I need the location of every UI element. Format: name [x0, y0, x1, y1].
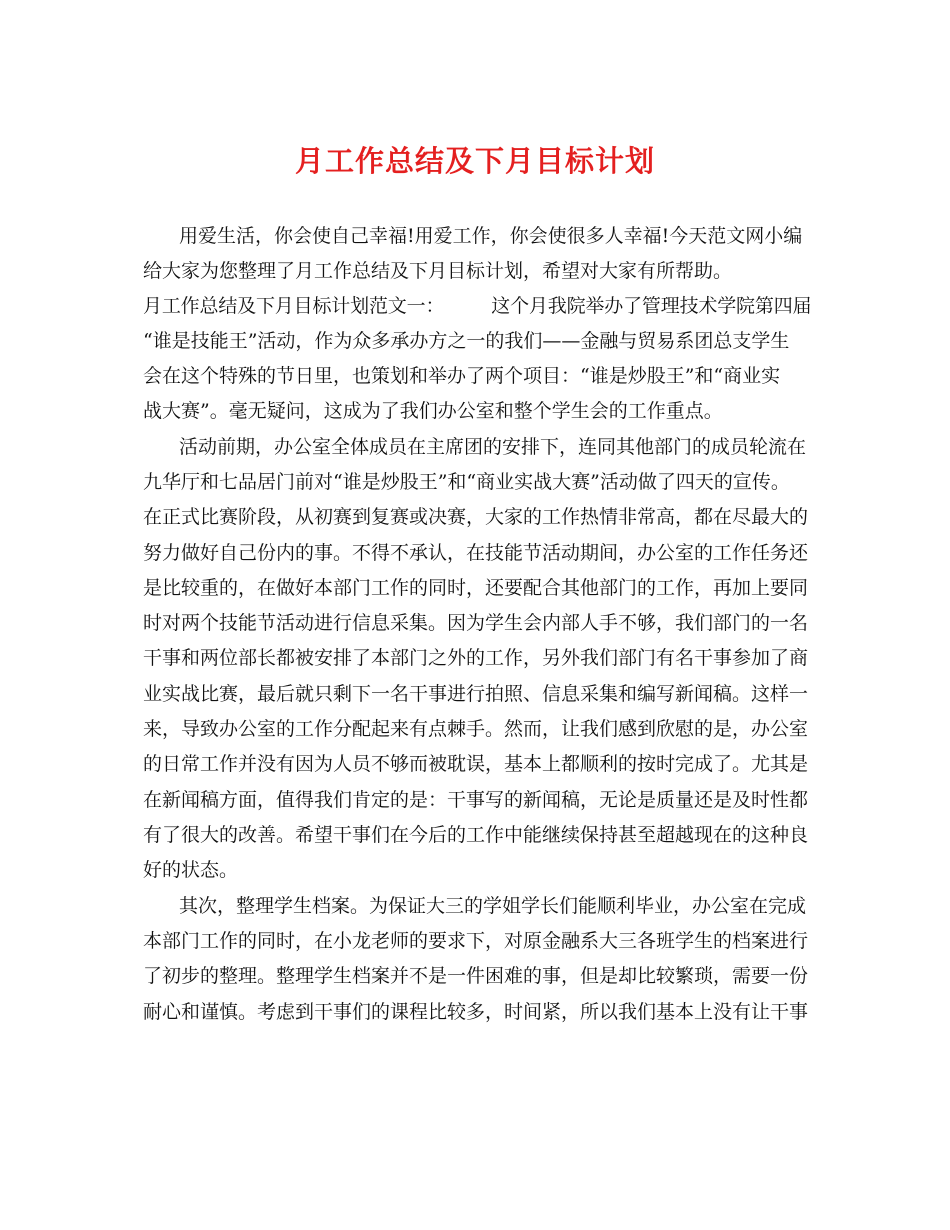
body-line: 会在这个特殊的节日里，也策划和举办了两个项目：“谁是炒股王”和“商业实	[143, 365, 781, 387]
body-line: 的日常工作并没有因为人员不够而被耽误，基本上都顺利的按时完成了。尤其是	[143, 753, 809, 775]
body-line: 业实战比赛，最后就只剩下一名干事进行拍照、信息采集和编写新闻稿。这样一	[143, 683, 809, 705]
body-line: 来，导致办公室的工作分配起来有点棘手。然而，让我们感到欣慰的是，办公室	[143, 718, 809, 740]
body-line: 其次，整理学生档案。为保证大三的学姐学长们能顺利毕业，办公室在完成	[179, 895, 807, 917]
document-title: 月工作总结及下月目标计划	[294, 144, 655, 178]
body-line: 月工作总结及下月目标计划范文一： 这个月我院举办了管理技术学院第四届	[143, 295, 812, 317]
body-line: 本部门工作的同时，在小龙老师的要求下，对原金融系大三各班学生的档案进行	[143, 930, 809, 952]
body-line: 给大家为您整理了月工作总结及下月目标计划，希望对大家有所帮助。	[143, 260, 733, 282]
body-line: 战大赛”。毫无疑问，这成为了我们办公室和整个学生会的工作重点。	[143, 400, 723, 422]
body-line: 干事和两位部长都被安排了本部门之外的工作，另外我们部门有名干事参加了商	[143, 647, 809, 669]
body-line: “谁是技能王”活动，作为众多承办方之一的我们——金融与贸易系团总支学生	[143, 330, 790, 352]
body-line: 在新闻稿方面，值得我们肯定的是：干事写的新闻稿，无论是质量还是及时性都	[143, 789, 809, 811]
body-line: 时对两个技能节活动进行信息采集。因为学生会内部人手不够，我们部门的一名	[143, 612, 809, 634]
body-line: 活动前期，办公室全体成员在主席团的安排下，连同其他部门的成员轮流在	[179, 436, 807, 458]
body-line: 九华厅和七品居门前对“谁是炒股王”和“商业实战大赛”活动做了四天的宣传。	[143, 471, 790, 493]
body-line: 了初步的整理。整理学生档案并不是一件困难的事，但是却比较繁琐，需要一份	[143, 965, 809, 987]
body-line: 有了很大的改善。希望干事们在今后的工作中能继续保持甚至超越现在的这种良	[143, 824, 809, 846]
body-line: 在正式比赛阶段，从初赛到复赛或决赛，大家的工作热情非常高，都在尽最大的	[143, 506, 809, 528]
body-line: 耐心和谨慎。考虑到干事们的课程比较多，时间紧，所以我们基本上没有让干事	[143, 1001, 809, 1023]
body-line: 努力做好自己份内的事。不得不承认，在技能节活动期间，办公室的工作任务还	[143, 542, 809, 564]
body-line: 是比较重的，在做好本部门工作的同时，还要配合其他部门的工作，再加上要同	[143, 577, 809, 599]
body-line: 用爱生活，你会使自己幸福!用爱工作，你会使很多人幸福!今天范文网小编	[179, 225, 803, 247]
body-line: 好的状态。	[143, 859, 239, 881]
